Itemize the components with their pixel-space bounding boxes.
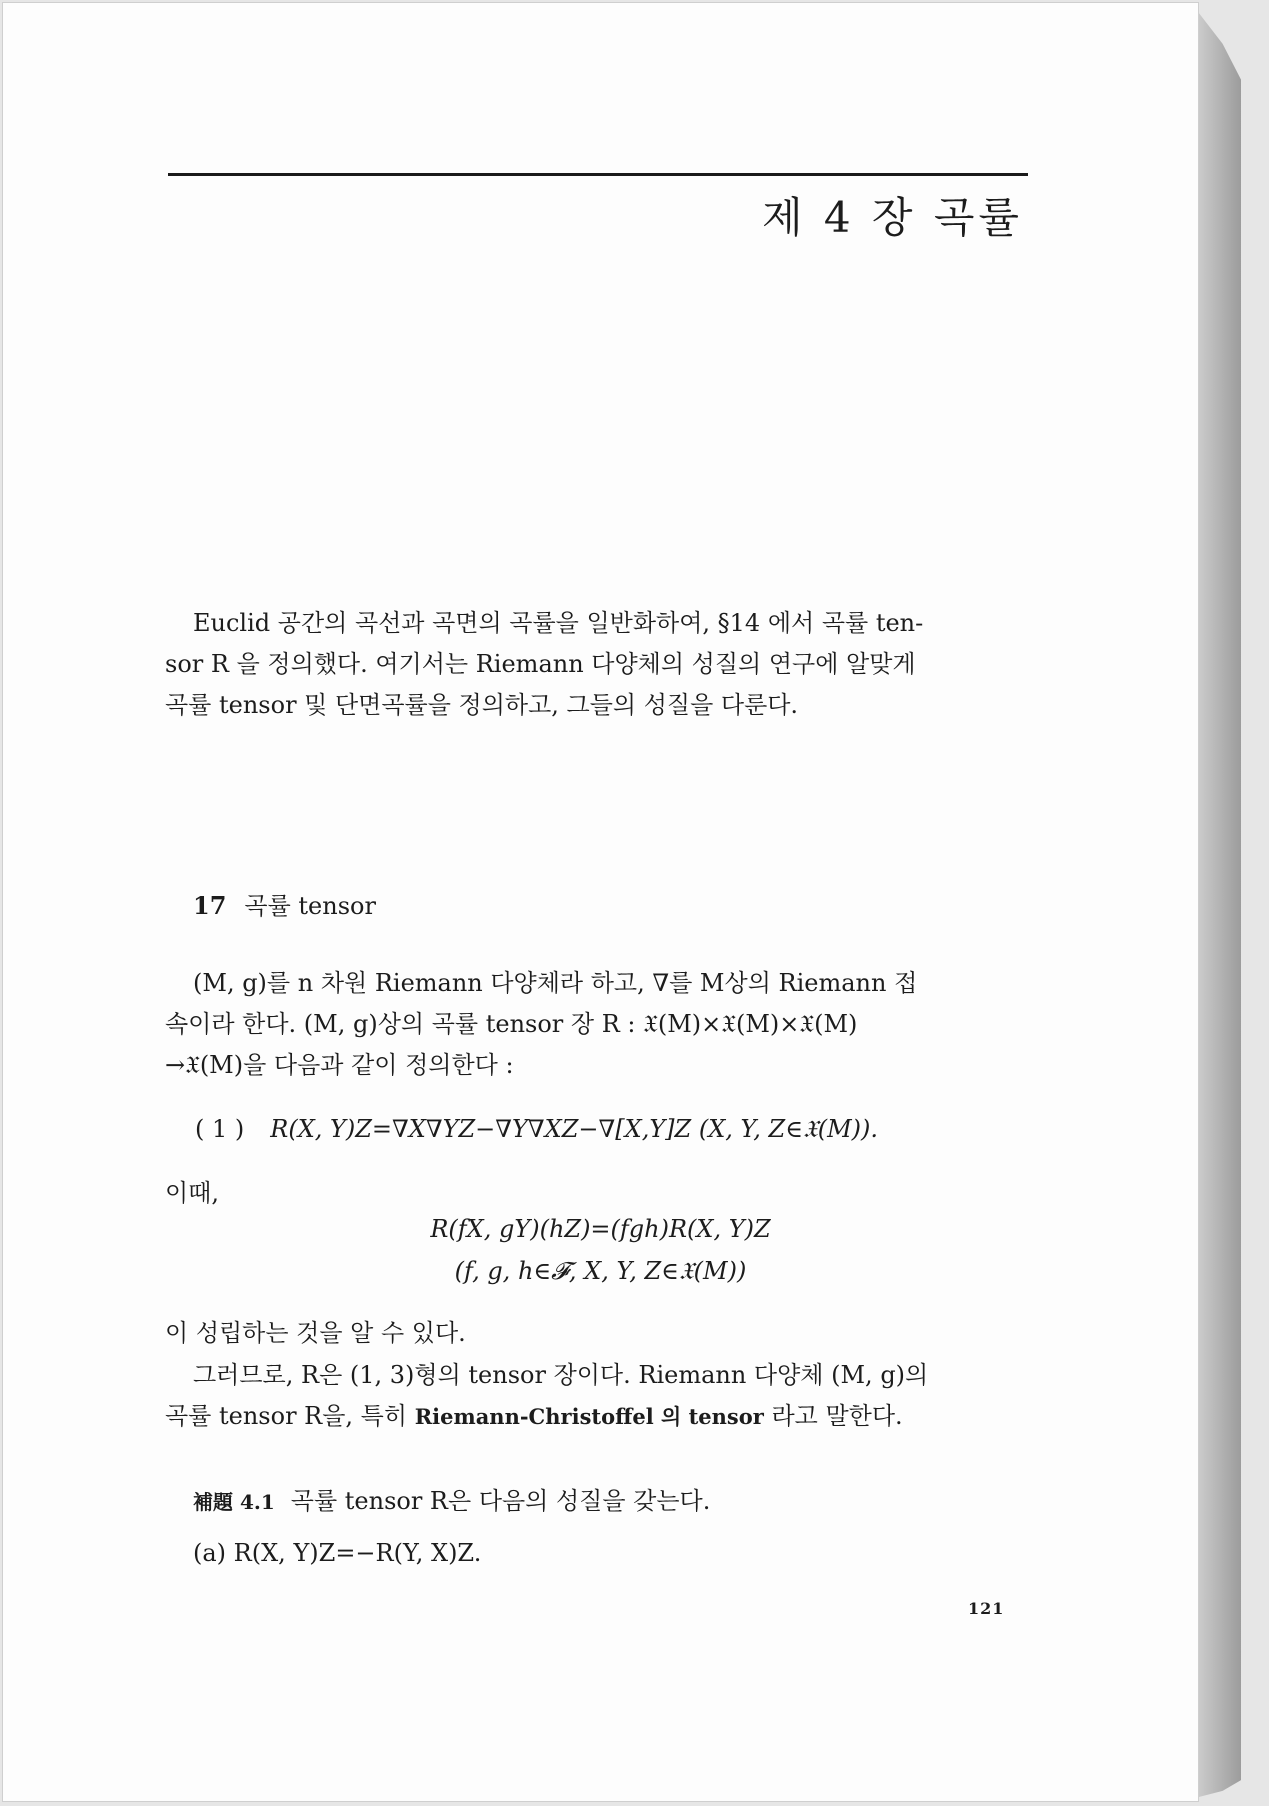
equation-2-line-2: (f, g, h∈𝓕, X, Y, Z∈𝔛(M)) [454,1257,747,1285]
then-text: 이때, [165,1179,219,1207]
section-number: 17 [193,891,227,920]
equation-2-line-1: R(fX, gY)(hZ)=(fgh)R(X, Y)Z [430,1215,771,1243]
intro-line: sor R 을 정의했다. 여기서는 Riemann 다양체의 성질의 연구에 알맞게 [165,650,916,678]
section-title: 곡률 tensor [244,892,376,920]
chapter-title: 제 4 장 곡률 [761,193,1023,242]
book-page [3,3,1198,1801]
bold-term: Riemann-Christoffel 의 tensor [414,1404,764,1429]
equation-formula: R(X, Y)Z=∇X∇YZ−∇Y∇XZ−∇[X,Y]Z (X, Y, Z∈𝔛(M)). [270,1115,879,1143]
intro-line: Euclid 공간의 곡선과 곡면의 곡률을 일반화하여, §14 에서 곡률 ten- [193,609,924,637]
chapter-divider [168,173,1028,176]
conclusion-paragraph [165,1355,1031,1437]
definition-line: →𝔛(M)을 다음과 같이 정의한다 : [165,1051,514,1079]
definition-paragraph [165,963,1031,1086]
intro-paragraph [165,603,1031,726]
lemma-label: 補題 4.1 [193,1490,275,1514]
lemma-text: 곡률 tensor R은 다음의 성질을 갖는다. [290,1487,711,1515]
page-number: 121 [968,1599,1005,1618]
conclusion-line: 그러므로, R은 (1, 3)형의 tensor 장이다. Riemann 다양체 (M, g)의 [193,1361,929,1389]
conclusion-line: 곡률 tensor R을, 특히 Riemann-Christoffel 의 tensor 라고 말한다. [165,1402,903,1430]
page-edge-shadow [1195,8,1241,1798]
property-a: (a) R(X, Y)Z=−R(Y, X)Z. [193,1539,482,1567]
equation-label: ( 1 ) [195,1115,245,1143]
equation-1 [195,1115,878,1143]
lemma [193,1481,710,1516]
intro-line: 곡률 tensor 및 단면곡률을 정의하고, 그들의 성질을 다룬다. [165,691,799,719]
definition-line: 속이라 한다. (M, g)상의 곡률 tensor 장 R : 𝔛(M)×𝔛(M)×𝔛(M) [165,1010,858,1038]
definition-line: (M, g)를 n 차원 Riemann 다양체라 하고, ∇를 M상의 Riemann 접 [193,969,918,997]
section-heading [193,886,376,921]
holds-text: 이 성립하는 것을 알 수 있다. [165,1319,466,1347]
